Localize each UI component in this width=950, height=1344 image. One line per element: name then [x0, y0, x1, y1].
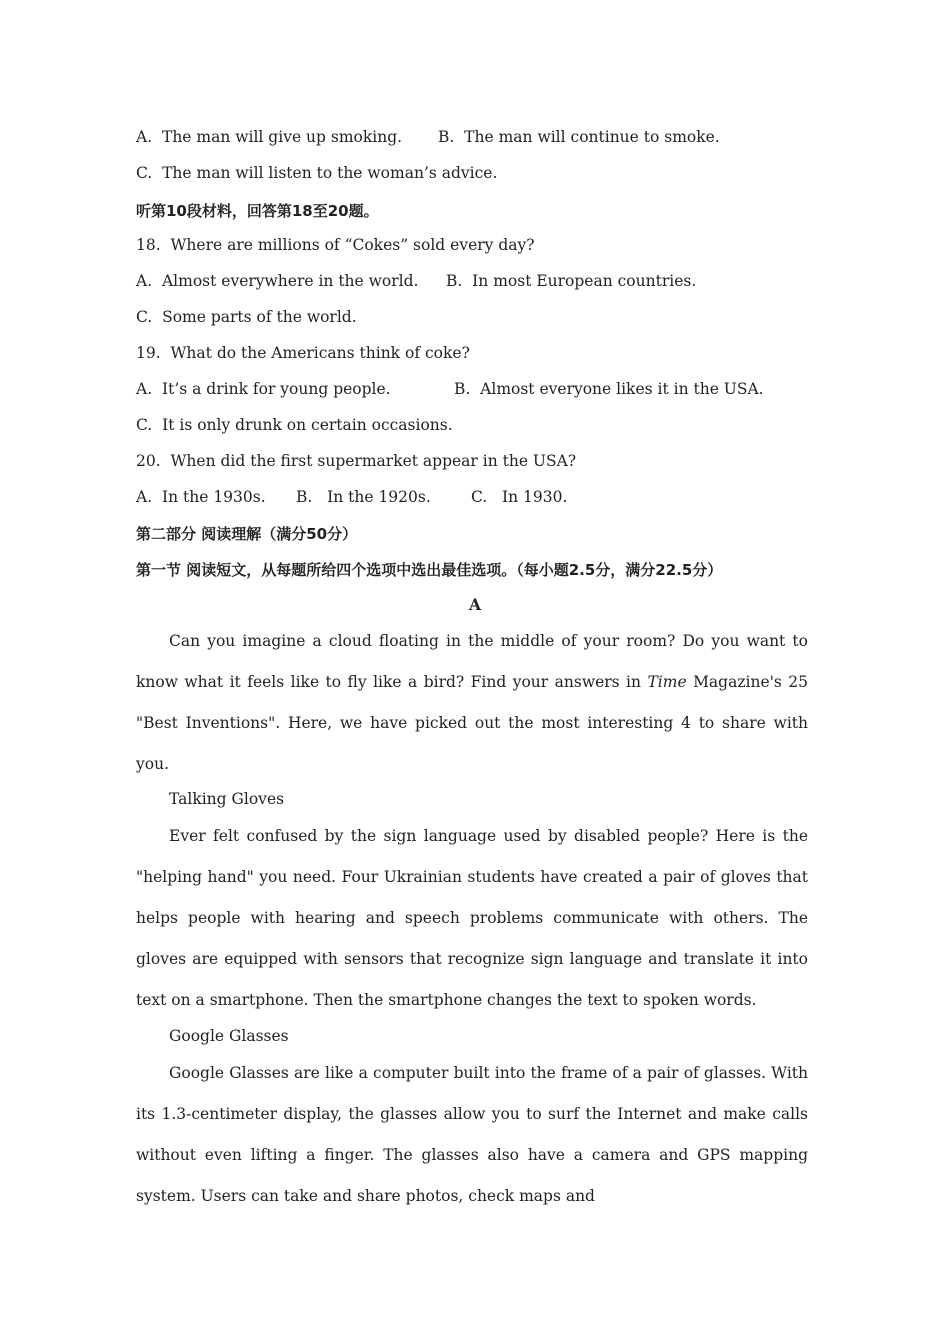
- q20-question: 20. When did the first supermarket appear in the USA?: [136, 452, 577, 470]
- part2-heading: 第二部分 阅读理解（满分50分）: [136, 525, 358, 543]
- q18-option-a: A. Almost everywhere in the world.: [136, 272, 419, 290]
- q19-option-a: A. It’s a drink for young people.: [136, 380, 391, 398]
- section1-heading: 第一节 阅读短文，从每题所给四个选项中选出最佳选项。（每小题2.5分，满分22.5分）: [136, 561, 723, 579]
- q20-option-a: A. In the 1930s.: [136, 488, 266, 506]
- q17-option-c: C. The man will listen to the woman’s advice.: [136, 164, 498, 182]
- q18-option-c: C. Some parts of the world.: [136, 308, 357, 326]
- subheading-talking-gloves: Talking Gloves: [169, 790, 285, 808]
- passage-intro: Can you imagine a cloud floating in the middle of your room? Do you want to know what it feels like to fly like a bird? Find your answers in Time Magazine's 25 "Best Inventions". Here, we have picked out the most interesting 4 to share with you.: [136, 632, 808, 773]
- q20-option-c: C. In 1930.: [471, 488, 568, 506]
- q17-option-b: B. The man will continue to smoke.: [438, 128, 720, 146]
- subheading-google-glasses: Google Glasses: [169, 1027, 289, 1045]
- q18-question: 18. Where are millions of “Cokes” sold every day?: [136, 236, 535, 254]
- q19-question: 19. What do the Americans think of coke?: [136, 344, 470, 362]
- talking-gloves-paragraph: Ever felt confused by the sign language used by disabled people? Here is the "helping hand" you need. Four Ukrainian students have created a pair of gloves that helps people with hearing and speech problems communicate with others. The gloves are equipped with sensors that recognize sign language and translate it into text on a smartphone. Then the smartphone changes the text to spoken words.: [136, 827, 808, 1009]
- magazine-name: Time: [647, 673, 687, 691]
- google-glasses-paragraph: Google Glasses are like a computer built into the frame of a pair of glasses. With its 1.3-centimeter display, the glasses allow you to surf the Internet and make calls without even lifting a finger. The glasses also have a camera and GPS mapping system. Users can take and share photos, check maps and: [136, 1064, 808, 1205]
- q20-option-b: B. In the 1920s.: [296, 488, 431, 506]
- q17-option-a: A. The man will give up smoking.: [136, 128, 403, 146]
- q19-option-c: C. It is only drunk on certain occasions.: [136, 416, 453, 434]
- section10-heading: 听第10段材料，回答第18至20题。: [136, 202, 379, 220]
- q18-option-b: B. In most European countries.: [446, 272, 697, 290]
- passage-label: A: [468, 595, 482, 614]
- q19-option-b: B. Almost everyone likes it in the USA.: [454, 380, 764, 398]
